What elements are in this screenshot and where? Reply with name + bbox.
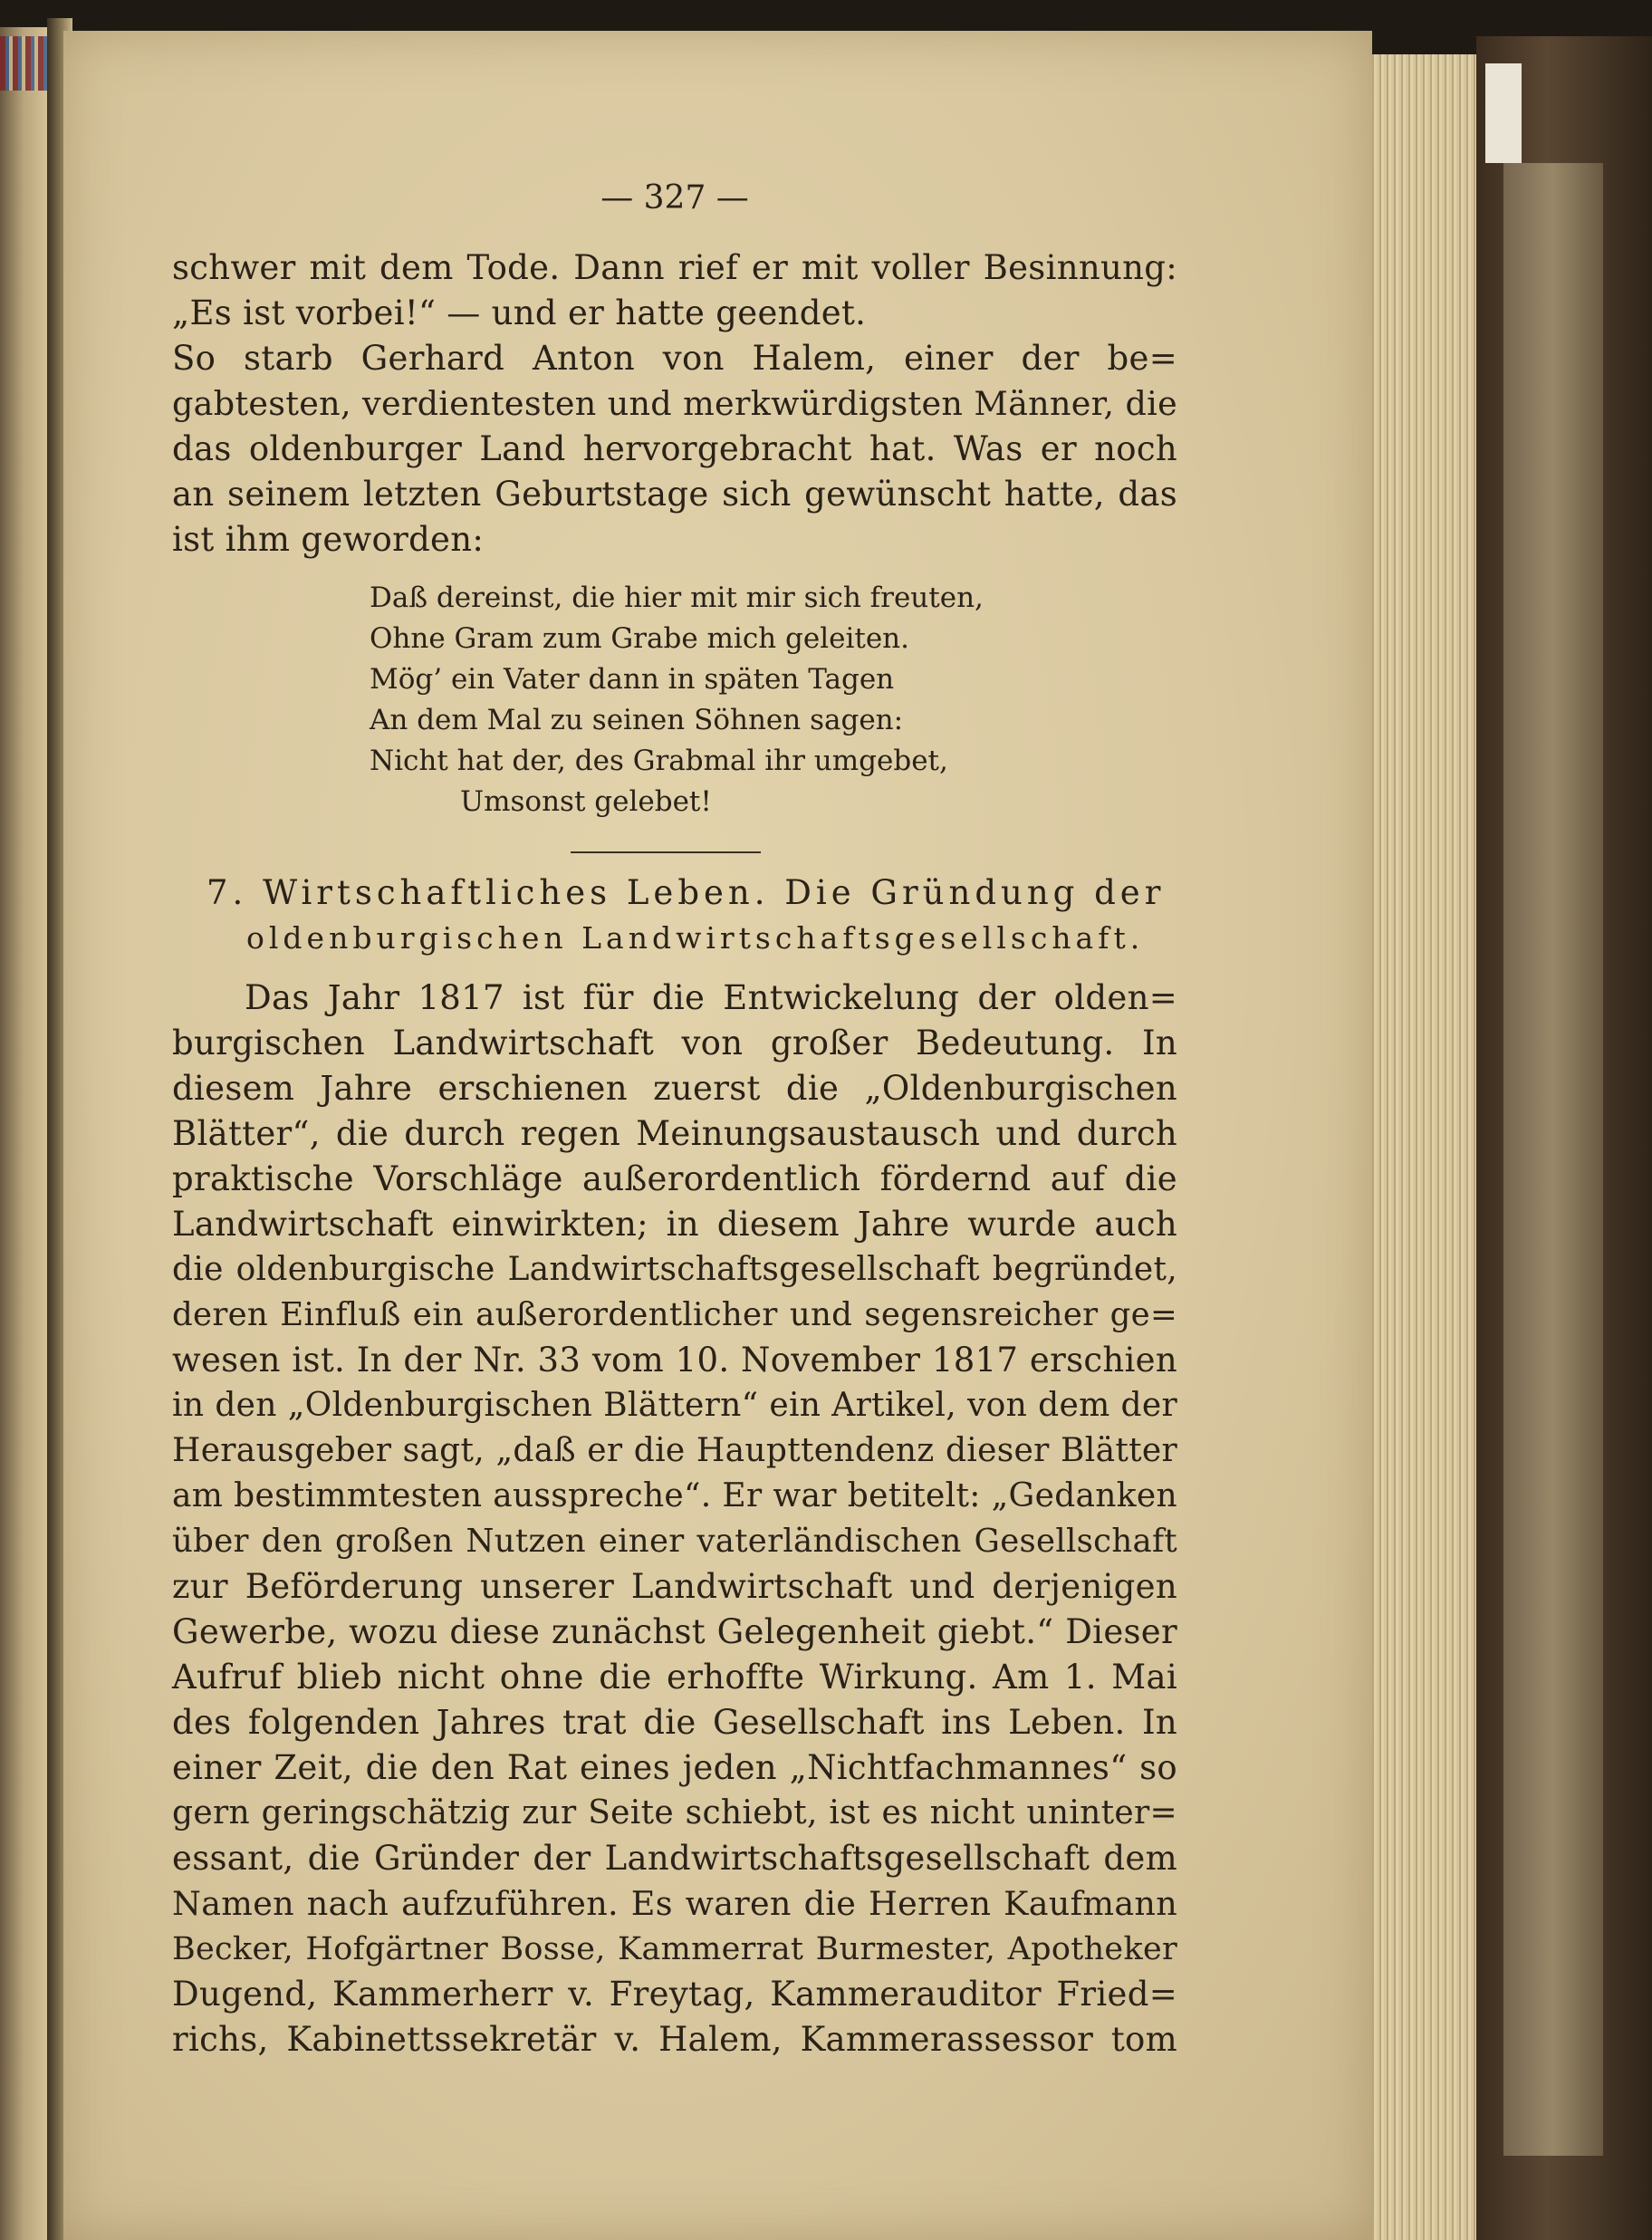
text-line: am bestimmtesten ausspreche“. Er war betitelt: „Gedanken [172, 1477, 1177, 1514]
cover-corner [1485, 63, 1522, 163]
text-line: einer Zeit, die den Rat eines jeden „Nichtfachmannes“ so [172, 1748, 1177, 1787]
text-line: Becker, Hofgärtner Bosse, Kammerrat Burmester, Apotheker [172, 1931, 1177, 1967]
text-line: schwer mit dem Tode. Dann rief er mit voller Besinnung: [172, 248, 1177, 287]
text-line: burgischen Landwirtschaft von großer Bedeutung. In [172, 1024, 1177, 1062]
poem-line: Daß dereinst, die hier mit mir sich freuten, [370, 582, 984, 614]
text-line: praktische Vorschläge außerordentlich fördernd auf die [172, 1159, 1177, 1198]
poem-line: An dem Mal zu seinen Söhnen sagen: [370, 704, 904, 736]
text-line: Landwirtschaft einwirkten; in diesem Jahre wurde auch [172, 1205, 1177, 1244]
text-line: Das Jahr 1817 ist für die Entwickelung der olden= [245, 978, 1177, 1017]
page-stack-edge [1369, 54, 1478, 2240]
page-number: — 327 — [600, 179, 749, 216]
cover-spine-strip [1503, 163, 1603, 2156]
text-line: essant, die Gründer der Landwirtschaftsgesellschaft dem [172, 1839, 1177, 1878]
text-line: des folgenden Jahres trat die Gesellschaft ins Leben. In [172, 1703, 1177, 1742]
poem-line: Mög’ ein Vater dann in späten Tagen [370, 663, 895, 696]
text-line: gern geringschätzig zur Seite schiebt, ist es nicht uninter= [172, 1794, 1177, 1831]
poem-line: Umsonst gelebet! [460, 785, 712, 818]
text-line: gabtesten, verdientesten und merkwürdigsten Männer, die [172, 384, 1177, 423]
text-line: deren Einfluß ein außerordentlicher und segensreicher ge= [172, 1296, 1177, 1333]
text-line: Dugend, Kammerherr v. Freytag, Kammerauditor Fried= [172, 1975, 1177, 2014]
text-line: Herausgeber sagt, „daß er die Haupttendenz dieser Blätter [172, 1432, 1177, 1469]
poem-line: Ohne Gram zum Grabe mich geleiten. [370, 622, 909, 655]
text-line: an seinem letzten Geburtstage sich gewünscht hatte, das [172, 475, 1177, 514]
text-line: Namen nach aufzuführen. Es waren die Herren Kaufmann [172, 1884, 1177, 1923]
text-line: das oldenburger Land hervorgebracht hat. Was er noch [172, 429, 1177, 468]
text-line: diesem Jahre erschienen zuerst die „Oldenburgischen [172, 1069, 1177, 1108]
text-line: ist ihm geworden: [172, 520, 485, 559]
text-line: Aufruf blieb nicht ohne die erhoffte Wirkung. Am 1. Mai [172, 1658, 1177, 1697]
text-line: Gewerbe, wozu diese zunächst Gelegenheit giebt.“ Dieser [172, 1612, 1177, 1651]
poem-line: Nicht hat der, des Grabmal ihr umgebet, [370, 745, 948, 777]
text-line: in den „Oldenburgischen Blättern“ ein Artikel, von dem der [172, 1387, 1177, 1424]
text-line: wesen ist. In der Nr. 33 vom 10. November 1817 erschien [172, 1341, 1177, 1380]
binding-ribbon [0, 36, 54, 91]
text-line: richs, Kabinettssekretär v. Halem, Kammerassessor tom [172, 2020, 1177, 2059]
text-line: über den großen Nutzen einer vaterländischen Gesellschaft [172, 1523, 1177, 1560]
left-page-edge [0, 27, 53, 2240]
section-divider [571, 851, 761, 853]
section-heading: oldenburgischen Landwirtschaftsgesellschaft. [246, 920, 1145, 956]
text-line: So starb Gerhard Anton von Halem, einer der be= [172, 339, 1177, 378]
text-line: die oldenburgische Landwirtschaftsgesellschaft begründet, [172, 1251, 1177, 1288]
text-line: zur Beförderung unserer Landwirtschaft und derjenigen [172, 1567, 1177, 1606]
section-heading: 7. Wirtschaftliches Leben. Die Gründung der [206, 873, 1166, 912]
text-line: „Es ist vorbei!“ — und er hatte geendet. [172, 293, 867, 332]
text-line: Blätter“, die durch regen Meinungsaustausch und durch [172, 1114, 1177, 1153]
